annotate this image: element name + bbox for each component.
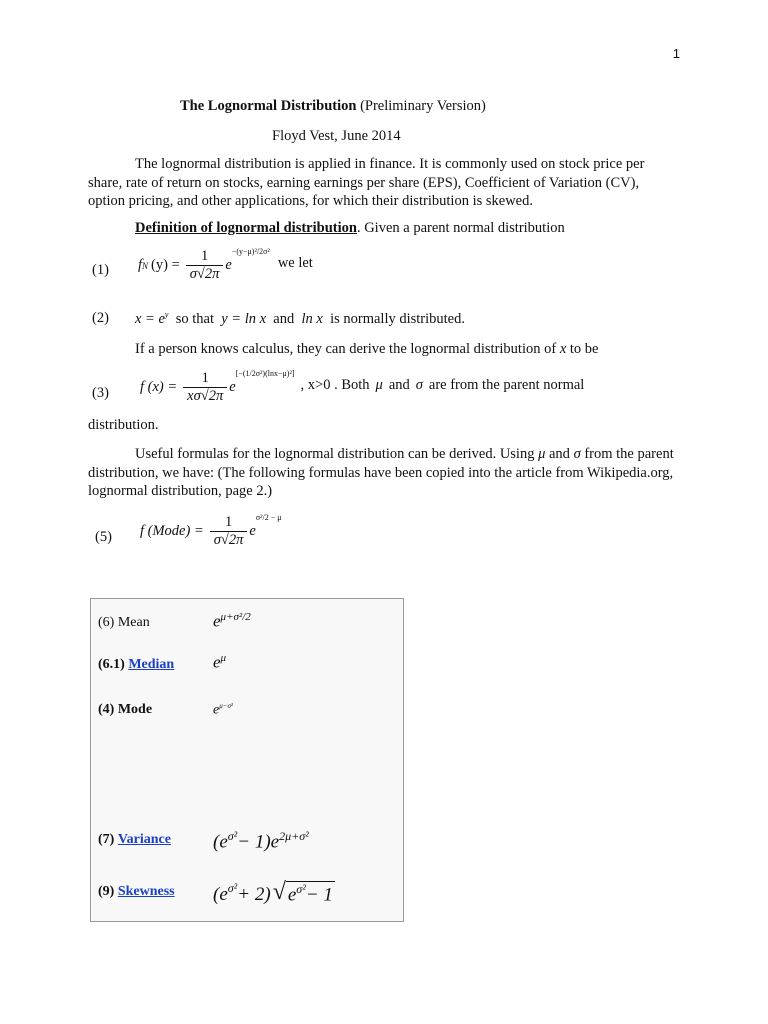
eq3-denominator: xσ√2π bbox=[183, 387, 227, 405]
eq3-tail1: , x>0 . Both bbox=[300, 377, 370, 393]
page-number: 1 bbox=[672, 46, 680, 61]
sqrt-symbol: √ bbox=[272, 879, 286, 905]
eq3-fraction bbox=[183, 370, 227, 405]
eq1-number: (1) bbox=[92, 262, 109, 278]
skewness-root-e: e bbox=[287, 884, 297, 905]
row-mean-expr bbox=[213, 611, 251, 632]
eq2-text4: and bbox=[273, 310, 295, 327]
eq1-lhs-sub: N bbox=[142, 260, 149, 271]
mode-num: (4) bbox=[98, 702, 115, 717]
eq3-exponent: [−(1/2σ²)(lnx−μ)²] bbox=[235, 369, 295, 378]
row-variance-expr bbox=[213, 829, 309, 853]
skewness-pre: (e bbox=[213, 884, 228, 905]
row-mode-label bbox=[98, 702, 152, 718]
row-mode-expr bbox=[213, 702, 233, 719]
row-skewness-label bbox=[98, 884, 175, 900]
eq2-number: (2) bbox=[92, 310, 109, 326]
eq2-sup: y bbox=[164, 310, 169, 319]
definition-heading: Definition of lognormal distribution bbox=[135, 220, 357, 236]
row-median-expr bbox=[213, 652, 226, 673]
variance-sup2: 2μ+σ² bbox=[279, 829, 309, 843]
eq1-fraction bbox=[186, 248, 224, 283]
variance-pre: (e bbox=[213, 831, 228, 853]
eq2-text6: is normally distributed. bbox=[330, 310, 465, 327]
eq5-denominator: σ√2π bbox=[210, 531, 248, 549]
eq1-exponent: −(y−μ)²/2σ² bbox=[231, 247, 270, 256]
row-mean-label: (6) Mean bbox=[98, 615, 150, 630]
eq2-text3: y = ln x bbox=[221, 310, 267, 327]
eq3-e: e bbox=[229, 379, 236, 395]
title-sub: (Preliminary Version) bbox=[360, 98, 486, 114]
median-num: (6.1) bbox=[98, 657, 125, 672]
definition-text: . Given a parent normal distribution bbox=[356, 220, 565, 236]
calculus-line bbox=[135, 341, 598, 358]
eq2-text2: so that bbox=[175, 310, 214, 327]
eq1-e: e bbox=[225, 257, 232, 273]
equation-5 bbox=[140, 514, 282, 549]
mean-sup: μ+σ²/2 bbox=[220, 611, 251, 623]
equation-3 bbox=[140, 370, 584, 405]
author-line: Floyd Vest, June 2014 bbox=[272, 128, 401, 144]
title-main: The Lognormal Distribution bbox=[180, 98, 357, 114]
useful-paragraph bbox=[88, 445, 678, 501]
eq2-text5: ln x bbox=[301, 310, 323, 327]
variance-num: (7) bbox=[98, 832, 115, 847]
row-median-label bbox=[98, 657, 174, 673]
eq5-numerator: 1 bbox=[224, 514, 233, 530]
eq3-continuation: distribution. bbox=[88, 417, 159, 433]
definition-line bbox=[135, 220, 565, 237]
variance-link[interactable]: Variance bbox=[117, 832, 171, 847]
eq2-text1: x = e bbox=[135, 310, 165, 327]
eq1-lhs-arg: (y) = bbox=[151, 257, 180, 273]
eq3-lhs: f (x) = bbox=[140, 379, 178, 395]
variance-sup1: σ² bbox=[227, 829, 238, 843]
skewness-sup1: σ² bbox=[227, 881, 238, 895]
useful-p2: from the parent distribution, we have: (The following formulas have been copied into the article from Wikipedia.org, lognormal distribution, page 2.) bbox=[88, 446, 674, 499]
useful-mu: μ bbox=[538, 446, 546, 462]
useful-sigma: σ bbox=[573, 446, 581, 462]
eq3-mu: μ bbox=[375, 377, 383, 393]
row-skewness-expr bbox=[213, 879, 335, 906]
eq1-denominator: σ√2π bbox=[186, 265, 224, 283]
formula-table bbox=[90, 598, 404, 922]
skewness-root-sup: σ² bbox=[296, 881, 306, 896]
eq5-e: e bbox=[249, 523, 256, 539]
eq1-lhs: f bbox=[138, 257, 143, 273]
intro-paragraph: The lognormal distribution is applied in finance. It is commonly used on stock price per share, rate of return on stocks, earning earnings per share (EPS), Coefficient of Variation (CV), option pricing, and other applications, for which their distribution is skewed. bbox=[88, 156, 645, 209]
skewness-root-post: − 1 bbox=[305, 884, 333, 905]
document-title bbox=[180, 98, 486, 115]
eq3-sigma: σ bbox=[415, 377, 423, 393]
calc-post: to be bbox=[566, 341, 599, 357]
calc-var: x bbox=[559, 341, 567, 357]
skewness-num: (9) bbox=[98, 884, 115, 899]
eq1-numerator: 1 bbox=[200, 248, 209, 264]
eq5-number: (5) bbox=[95, 529, 112, 545]
row-variance-label bbox=[98, 832, 171, 848]
mode-sup: μ−σ² bbox=[219, 702, 234, 710]
median-sup: μ bbox=[220, 652, 227, 664]
useful-p1: Useful formulas for the lognormal distribution can be derived. Using bbox=[135, 446, 539, 462]
eq5-fraction bbox=[210, 514, 248, 549]
eq3-number: (3) bbox=[92, 385, 109, 401]
mean-e: e bbox=[213, 611, 221, 631]
mode-text: Mode bbox=[117, 702, 153, 717]
median-e: e bbox=[213, 652, 221, 672]
equation-1 bbox=[138, 248, 313, 283]
eq1-tail: we let bbox=[277, 255, 313, 271]
sqrt-radicand bbox=[286, 881, 335, 906]
eq5-exponent: σ²/2 − μ bbox=[255, 513, 282, 522]
eq5-lhs: f (Mode) = bbox=[140, 523, 204, 539]
equation-2 bbox=[135, 310, 465, 328]
skewness-mid: + 2) bbox=[237, 884, 271, 905]
eq3-and: and bbox=[388, 377, 410, 393]
eq3-numerator: 1 bbox=[201, 370, 209, 386]
eq3-tail2: are from the parent normal bbox=[428, 377, 585, 393]
mode-e: e bbox=[213, 702, 220, 718]
variance-mid: − 1)e bbox=[237, 831, 280, 853]
median-link[interactable]: Median bbox=[128, 657, 175, 672]
useful-and: and bbox=[545, 446, 574, 462]
calc-pre: If a person knows calculus, they can derive the lognormal distribution of bbox=[135, 341, 560, 357]
skewness-link[interactable]: Skewness bbox=[117, 884, 175, 899]
